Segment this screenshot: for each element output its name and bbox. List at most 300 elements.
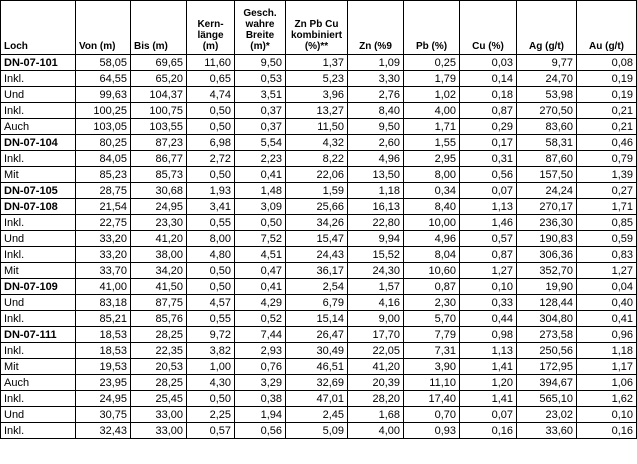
cell-au: 0,10 [577,407,637,423]
cell-pb: 17,40 [404,391,460,407]
cell-cu: 0,10 [460,279,517,295]
cell-von: 41,00 [76,279,131,295]
cell-ag: 83,60 [517,119,577,135]
cell-kernlaenge: 0,50 [187,263,235,279]
cell-zn: 28,20 [348,391,404,407]
cell-pb: 8,04 [404,247,460,263]
cell-kernlaenge: 3,82 [187,343,235,359]
cell-kernlaenge: 4,80 [187,247,235,263]
cell-ag: 565,10 [517,391,577,407]
cell-von: 83,18 [76,295,131,311]
cell-zn-pb-cu-kombiniert: 25,66 [286,199,348,215]
cell-cu: 0,87 [460,247,517,263]
cell-zn-pb-cu-kombiniert: 15,14 [286,311,348,327]
cell-zn-pb-cu-kombiniert: 34,26 [286,215,348,231]
cell-ag: 24,24 [517,183,577,199]
cell-wahre-breite: 2,93 [235,343,286,359]
cell-pb: 0,25 [404,55,460,71]
cell-zn: 9,00 [348,311,404,327]
cell-pb: 8,40 [404,199,460,215]
cell-wahre-breite: 0,56 [235,423,286,439]
cell-wahre-breite: 7,44 [235,327,286,343]
cell-zn-pb-cu-kombiniert: 1,37 [286,55,348,71]
interval-row [1,87,637,103]
column-header-loch: Loch [1,1,76,55]
cell-pb: 5,70 [404,311,460,327]
cell-kernlaenge: 3,41 [187,199,235,215]
cell-von: 84,05 [76,151,131,167]
cell-von: 18,53 [76,343,131,359]
cell-von: 30,75 [76,407,131,423]
cell-cu: 0,31 [460,151,517,167]
cell-pb: 1,79 [404,71,460,87]
cell-von: 99,63 [76,87,131,103]
cell-zn-pb-cu-kombiniert: 22,06 [286,167,348,183]
cell-pb: 10,00 [404,215,460,231]
cell-kernlaenge: 0,55 [187,311,235,327]
cell-bis: 38,00 [131,247,187,263]
cell-au: 0,27 [577,183,637,199]
cell-loch: Und [1,231,76,247]
cell-zn: 20,39 [348,375,404,391]
cell-cu: 0,14 [460,71,517,87]
cell-zn: 1,57 [348,279,404,295]
cell-zn: 3,30 [348,71,404,87]
cell-zn-pb-cu-kombiniert: 5,23 [286,71,348,87]
cell-wahre-breite: 0,37 [235,119,286,135]
cell-zn-pb-cu-kombiniert: 8,22 [286,151,348,167]
column-header-cu: Cu (%) [460,1,517,55]
cell-von: 23,95 [76,375,131,391]
cell-zn-pb-cu-kombiniert: 46,51 [286,359,348,375]
cell-zn: 15,52 [348,247,404,263]
cell-zn: 22,05 [348,343,404,359]
cell-pb: 0,70 [404,407,460,423]
cell-loch: Inkl. [1,103,76,119]
cell-loch: Inkl. [1,423,76,439]
cell-kernlaenge: 0,57 [187,423,235,439]
cell-pb: 2,95 [404,151,460,167]
cell-kernlaenge: 6,98 [187,135,235,151]
interval-row [1,119,637,135]
interval-row [1,71,637,87]
cell-bis: 23,30 [131,215,187,231]
drill-hole-row [1,279,637,295]
drill-hole-row [1,135,637,151]
cell-bis: 22,35 [131,343,187,359]
header-row [1,1,637,55]
cell-ag: 9,77 [517,55,577,71]
cell-zn: 4,16 [348,295,404,311]
cell-wahre-breite: 0,38 [235,391,286,407]
cell-loch: Mit [1,167,76,183]
cell-zn-pb-cu-kombiniert: 36,17 [286,263,348,279]
cell-wahre-breite: 4,29 [235,295,286,311]
cell-au: 1,39 [577,167,637,183]
cell-zn-pb-cu-kombiniert: 47,01 [286,391,348,407]
cell-von: 58,05 [76,55,131,71]
cell-au: 1,62 [577,391,637,407]
cell-pb: 0,87 [404,279,460,295]
cell-von: 103,05 [76,119,131,135]
cell-loch: Und [1,407,76,423]
cell-cu: 1,27 [460,263,517,279]
cell-kernlaenge: 0,55 [187,215,235,231]
cell-loch: Mit [1,263,76,279]
cell-au: 0,96 [577,327,637,343]
cell-au: 0,85 [577,215,637,231]
cell-cu: 0,33 [460,295,517,311]
cell-au: 0,19 [577,87,637,103]
cell-von: 19,53 [76,359,131,375]
cell-bis: 34,20 [131,263,187,279]
cell-ag: 172,95 [517,359,577,375]
cell-ag: 304,80 [517,311,577,327]
cell-cu: 0,98 [460,327,517,343]
cell-zn: 22,80 [348,215,404,231]
cell-zn: 9,50 [348,119,404,135]
cell-von: 22,75 [76,215,131,231]
interval-row [1,343,637,359]
cell-von: 80,25 [76,135,131,151]
cell-cu: 0,17 [460,135,517,151]
column-header-au: Au (g/t) [577,1,637,55]
cell-au: 1,06 [577,375,637,391]
cell-wahre-breite: 3,09 [235,199,286,215]
cell-zn-pb-cu-kombiniert: 13,27 [286,103,348,119]
cell-cu: 0,07 [460,183,517,199]
cell-von: 21,54 [76,199,131,215]
cell-bis: 85,76 [131,311,187,327]
cell-bis: 25,45 [131,391,187,407]
cell-wahre-breite: 0,37 [235,103,286,119]
cell-bis: 28,25 [131,375,187,391]
cell-kernlaenge: 4,30 [187,375,235,391]
cell-ag: 236,30 [517,215,577,231]
cell-von: 85,21 [76,311,131,327]
column-header-pb: Pb (%) [404,1,460,55]
cell-zn-pb-cu-kombiniert: 24,43 [286,247,348,263]
cell-zn: 17,70 [348,327,404,343]
cell-au: 0,59 [577,231,637,247]
interval-row [1,391,637,407]
cell-pb: 0,93 [404,423,460,439]
interval-row [1,423,637,439]
cell-wahre-breite: 0,53 [235,71,286,87]
cell-wahre-breite: 0,47 [235,263,286,279]
cell-au: 1,18 [577,343,637,359]
cell-zn-pb-cu-kombiniert: 11,50 [286,119,348,135]
cell-wahre-breite: 1,48 [235,183,286,199]
cell-zn: 24,30 [348,263,404,279]
column-header-ag: Ag (g/t) [517,1,577,55]
cell-cu: 1,41 [460,391,517,407]
interval-row [1,151,637,167]
cell-loch: Und [1,295,76,311]
cell-bis: 69,65 [131,55,187,71]
interval-row [1,311,637,327]
cell-zn-pb-cu-kombiniert: 26,47 [286,327,348,343]
cell-ag: 24,70 [517,71,577,87]
drill-hole-row [1,327,637,343]
cell-von: 100,25 [76,103,131,119]
cell-ag: 250,56 [517,343,577,359]
cell-ag: 128,44 [517,295,577,311]
cell-kernlaenge: 1,00 [187,359,235,375]
cell-loch: Inkl. [1,71,76,87]
cell-zn: 13,50 [348,167,404,183]
cell-von: 64,55 [76,71,131,87]
cell-bis: 24,95 [131,199,187,215]
cell-pb: 8,00 [404,167,460,183]
interval-row [1,375,637,391]
cell-cu: 0,16 [460,423,517,439]
cell-bis: 85,73 [131,167,187,183]
cell-pb: 7,79 [404,327,460,343]
cell-au: 0,16 [577,423,637,439]
cell-ag: 87,60 [517,151,577,167]
cell-loch: Und [1,87,76,103]
column-header-zn-pb-cu-kombiniert: Zn Pb Cu kombiniert (%)** [286,1,348,55]
cell-loch: Inkl. [1,343,76,359]
cell-zn: 1,68 [348,407,404,423]
interval-row [1,231,637,247]
cell-von: 33,20 [76,231,131,247]
column-header-kernlaenge: Kern-länge (m) [187,1,235,55]
cell-zn: 4,96 [348,151,404,167]
cell-loch: Inkl. [1,391,76,407]
cell-wahre-breite: 0,41 [235,279,286,295]
interval-row [1,263,637,279]
cell-bis: 33,00 [131,423,187,439]
cell-zn-pb-cu-kombiniert: 15,47 [286,231,348,247]
cell-loch: Mit [1,359,76,375]
cell-kernlaenge: 11,60 [187,55,235,71]
cell-kernlaenge: 4,57 [187,295,235,311]
cell-bis: 65,20 [131,71,187,87]
cell-pb: 11,10 [404,375,460,391]
cell-loch: Inkl. [1,151,76,167]
cell-au: 1,17 [577,359,637,375]
cell-bis: 20,53 [131,359,187,375]
cell-cu: 0,87 [460,103,517,119]
cell-cu: 0,03 [460,55,517,71]
cell-wahre-breite: 0,41 [235,167,286,183]
cell-ag: 23,02 [517,407,577,423]
cell-kernlaenge: 0,50 [187,279,235,295]
interval-row [1,167,637,183]
cell-ag: 352,70 [517,263,577,279]
cell-bis: 104,37 [131,87,187,103]
cell-au: 0,21 [577,119,637,135]
cell-cu: 1,46 [460,215,517,231]
cell-zn-pb-cu-kombiniert: 5,09 [286,423,348,439]
cell-wahre-breite: 5,54 [235,135,286,151]
column-header-von: Von (m) [76,1,131,55]
cell-bis: 41,20 [131,231,187,247]
cell-wahre-breite: 0,50 [235,215,286,231]
cell-pb: 4,00 [404,103,460,119]
drill-hole-row [1,199,637,215]
cell-pb: 4,96 [404,231,460,247]
cell-zn-pb-cu-kombiniert: 3,96 [286,87,348,103]
cell-loch: DN-07-111 [1,327,76,343]
cell-kernlaenge: 0,50 [187,103,235,119]
drill-hole-row [1,55,637,71]
cell-pb: 3,90 [404,359,460,375]
cell-zn-pb-cu-kombiniert: 30,49 [286,343,348,359]
cell-kernlaenge: 1,93 [187,183,235,199]
cell-cu: 0,56 [460,167,517,183]
cell-cu: 0,44 [460,311,517,327]
cell-zn-pb-cu-kombiniert: 6,79 [286,295,348,311]
cell-zn-pb-cu-kombiniert: 1,59 [286,183,348,199]
cell-pb: 2,30 [404,295,460,311]
cell-wahre-breite: 0,76 [235,359,286,375]
cell-au: 1,71 [577,199,637,215]
cell-kernlaenge: 8,00 [187,231,235,247]
cell-loch: DN-07-108 [1,199,76,215]
cell-ag: 270,50 [517,103,577,119]
cell-pb: 0,34 [404,183,460,199]
cell-au: 0,40 [577,295,637,311]
interval-row [1,407,637,423]
cell-bis: 103,55 [131,119,187,135]
interval-row [1,247,637,263]
cell-au: 0,79 [577,151,637,167]
cell-ag: 157,50 [517,167,577,183]
cell-bis: 33,00 [131,407,187,423]
cell-zn-pb-cu-kombiniert: 2,54 [286,279,348,295]
table-body [1,55,637,439]
cell-bis: 30,68 [131,183,187,199]
cell-pb: 10,60 [404,263,460,279]
cell-cu: 1,20 [460,375,517,391]
cell-ag: 53,98 [517,87,577,103]
table-header [1,1,637,55]
cell-loch: DN-07-105 [1,183,76,199]
cell-wahre-breite: 9,50 [235,55,286,71]
cell-ag: 270,17 [517,199,577,215]
cell-wahre-breite: 3,51 [235,87,286,103]
cell-von: 32,43 [76,423,131,439]
interval-row [1,295,637,311]
cell-kernlaenge: 2,25 [187,407,235,423]
cell-ag: 273,58 [517,327,577,343]
drill-hole-row [1,183,637,199]
cell-cu: 1,13 [460,199,517,215]
cell-cu: 0,07 [460,407,517,423]
cell-loch: Inkl. [1,215,76,231]
cell-zn: 9,94 [348,231,404,247]
cell-ag: 19,90 [517,279,577,295]
cell-kernlaenge: 9,72 [187,327,235,343]
cell-von: 85,23 [76,167,131,183]
cell-cu: 0,18 [460,87,517,103]
cell-loch: DN-07-109 [1,279,76,295]
cell-ag: 58,31 [517,135,577,151]
column-header-zn: Zn (%9 [348,1,404,55]
cell-zn: 2,60 [348,135,404,151]
cell-bis: 87,75 [131,295,187,311]
cell-pb: 1,02 [404,87,460,103]
cell-wahre-breite: 3,29 [235,375,286,391]
cell-au: 0,19 [577,71,637,87]
cell-zn: 4,00 [348,423,404,439]
cell-bis: 41,50 [131,279,187,295]
cell-au: 0,04 [577,279,637,295]
cell-bis: 86,77 [131,151,187,167]
cell-loch: DN-07-104 [1,135,76,151]
cell-bis: 28,25 [131,327,187,343]
cell-kernlaenge: 2,72 [187,151,235,167]
cell-pb: 1,55 [404,135,460,151]
cell-pb: 1,71 [404,119,460,135]
cell-kernlaenge: 0,50 [187,391,235,407]
cell-ag: 33,60 [517,423,577,439]
cell-von: 33,70 [76,263,131,279]
cell-zn-pb-cu-kombiniert: 2,45 [286,407,348,423]
cell-zn: 8,40 [348,103,404,119]
cell-wahre-breite: 1,94 [235,407,286,423]
cell-au: 0,21 [577,103,637,119]
cell-kernlaenge: 0,50 [187,167,235,183]
cell-pb: 7,31 [404,343,460,359]
cell-von: 24,95 [76,391,131,407]
cell-cu: 0,29 [460,119,517,135]
cell-au: 0,46 [577,135,637,151]
cell-kernlaenge: 0,50 [187,119,235,135]
cell-zn: 1,09 [348,55,404,71]
interval-row [1,359,637,375]
cell-zn: 2,76 [348,87,404,103]
cell-cu: 0,57 [460,231,517,247]
cell-zn: 16,13 [348,199,404,215]
column-header-wahre-breite: Gesch. wahre Breite (m)* [235,1,286,55]
cell-wahre-breite: 2,23 [235,151,286,167]
cell-bis: 100,75 [131,103,187,119]
cell-bis: 87,23 [131,135,187,151]
cell-ag: 190,83 [517,231,577,247]
column-header-bis: Bis (m) [131,1,187,55]
cell-au: 1,27 [577,263,637,279]
cell-cu: 1,13 [460,343,517,359]
cell-wahre-breite: 4,51 [235,247,286,263]
cell-au: 0,83 [577,247,637,263]
cell-von: 18,53 [76,327,131,343]
cell-ag: 306,36 [517,247,577,263]
cell-wahre-breite: 7,52 [235,231,286,247]
cell-zn-pb-cu-kombiniert: 4,32 [286,135,348,151]
cell-loch: Auch [1,375,76,391]
interval-row [1,103,637,119]
cell-loch: DN-07-101 [1,55,76,71]
cell-ag: 394,67 [517,375,577,391]
cell-zn-pb-cu-kombiniert: 32,69 [286,375,348,391]
interval-row [1,215,637,231]
cell-von: 28,75 [76,183,131,199]
cell-au: 0,08 [577,55,637,71]
cell-wahre-breite: 0,52 [235,311,286,327]
cell-zn: 41,20 [348,359,404,375]
cell-loch: Auch [1,119,76,135]
cell-au: 0,41 [577,311,637,327]
cell-kernlaenge: 0,65 [187,71,235,87]
cell-loch: Inkl. [1,247,76,263]
cell-loch: Inkl. [1,311,76,327]
cell-von: 33,20 [76,247,131,263]
cell-cu: 1,41 [460,359,517,375]
